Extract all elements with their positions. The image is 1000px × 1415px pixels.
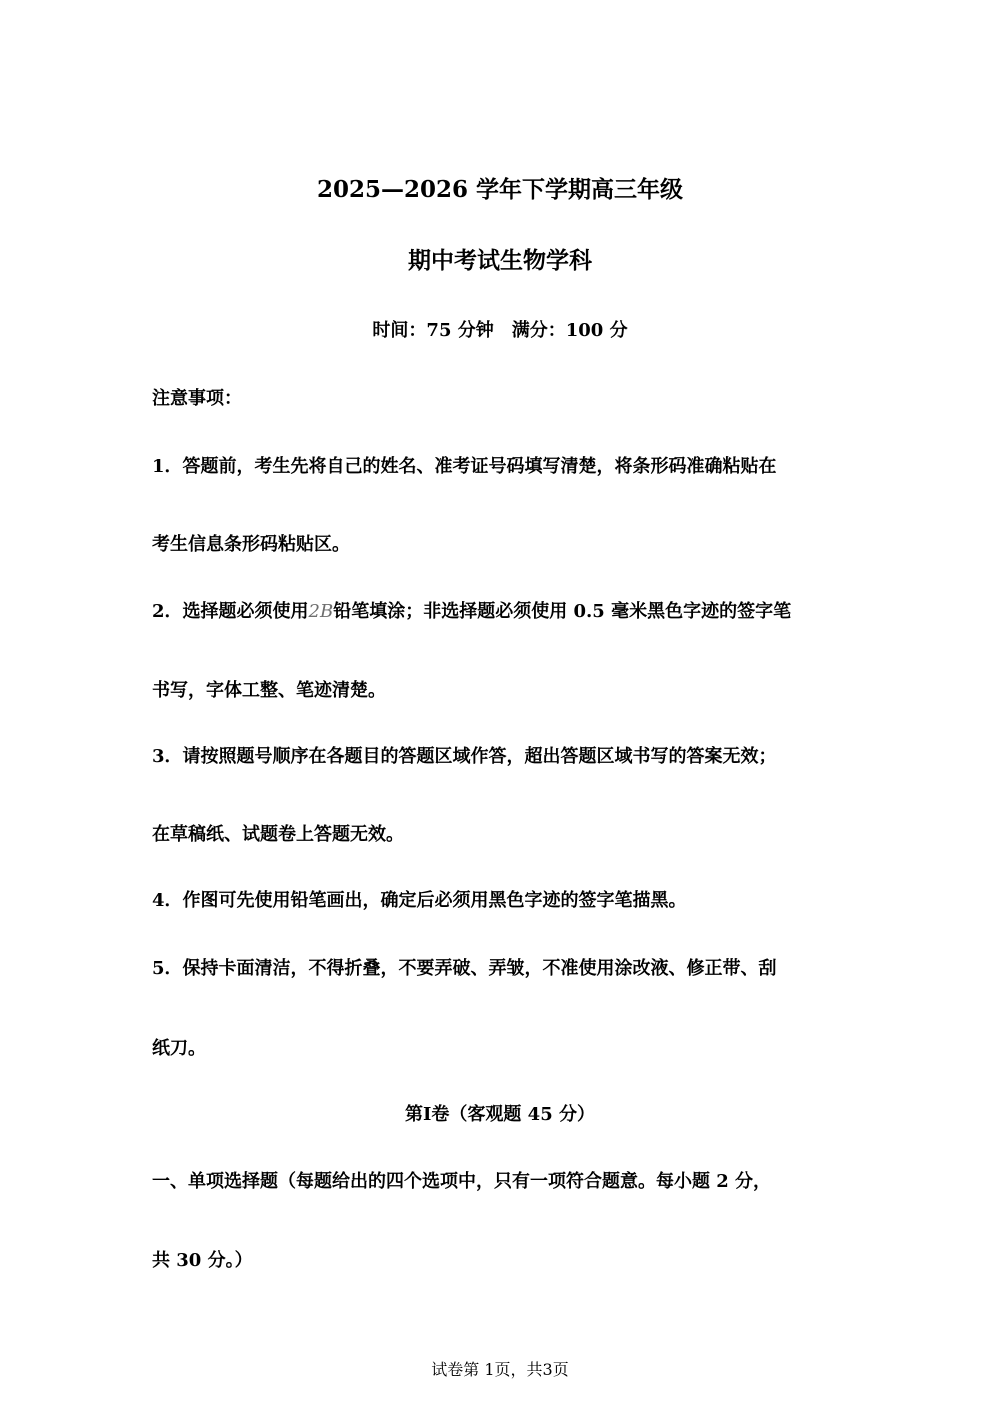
notice-item-2-suffix: 铅笔填涂；非选择题必须使用 0.5 毫米黑色字迹的签字笔 — [333, 601, 792, 622]
notice-item-1-line-1: 1．答题前，考生先将自己的姓名、准考证号码填写清楚，将条形码准确粘贴在 — [152, 456, 777, 477]
notice-item-3-line-1: 3．请按照题号顺序在各题目的答题区域作答，超出答题区域书写的答案无效； — [152, 746, 777, 767]
notice-item-3-line-2: 在草稿纸、试题卷上答题无效。 — [152, 824, 404, 845]
exam-time-score: 时间：75 分钟 满分：100 分 — [372, 320, 628, 341]
notice-item-2-line-2: 书写，字体工整、笔迹清楚。 — [152, 680, 386, 701]
part-1-heading-line-2: 共 30 分。） — [152, 1250, 253, 1271]
notice-item-5-line-2: 纸刀。 — [152, 1038, 206, 1059]
exam-title-year: 2025—2026 学年下学期高三年级 — [316, 176, 684, 203]
pencil-grade-code: 2B — [308, 601, 334, 622]
exam-title-subject: 期中考试生物学科 — [408, 247, 592, 274]
notice-item-1-line-2: 考生信息条形码粘贴区。 — [152, 534, 350, 555]
page-footer: 试卷第 1页，共3页 — [431, 1360, 569, 1379]
notice-item-2-prefix: 2．选择题必须使用 — [152, 601, 309, 622]
notice-item-4-line-1: 4．作图可先使用铅笔画出，确定后必须用黑色字迹的签字笔描黑。 — [152, 890, 687, 911]
notice-item-2-line-1 — [152, 597, 791, 623]
volume-title: 第Ⅰ卷（客观题 45 分） — [404, 1104, 595, 1125]
notice-item-5-line-1: 5．保持卡面清洁，不得折叠，不要弄破、弄皱，不准使用涂改液、修正带、刮 — [152, 958, 777, 979]
notice-heading: 注意事项： — [152, 388, 242, 409]
part-1-heading-line-1: 一、单项选择题（每题给出的四个选项中，只有一项符合题意。每小题 2 分， — [152, 1171, 772, 1192]
